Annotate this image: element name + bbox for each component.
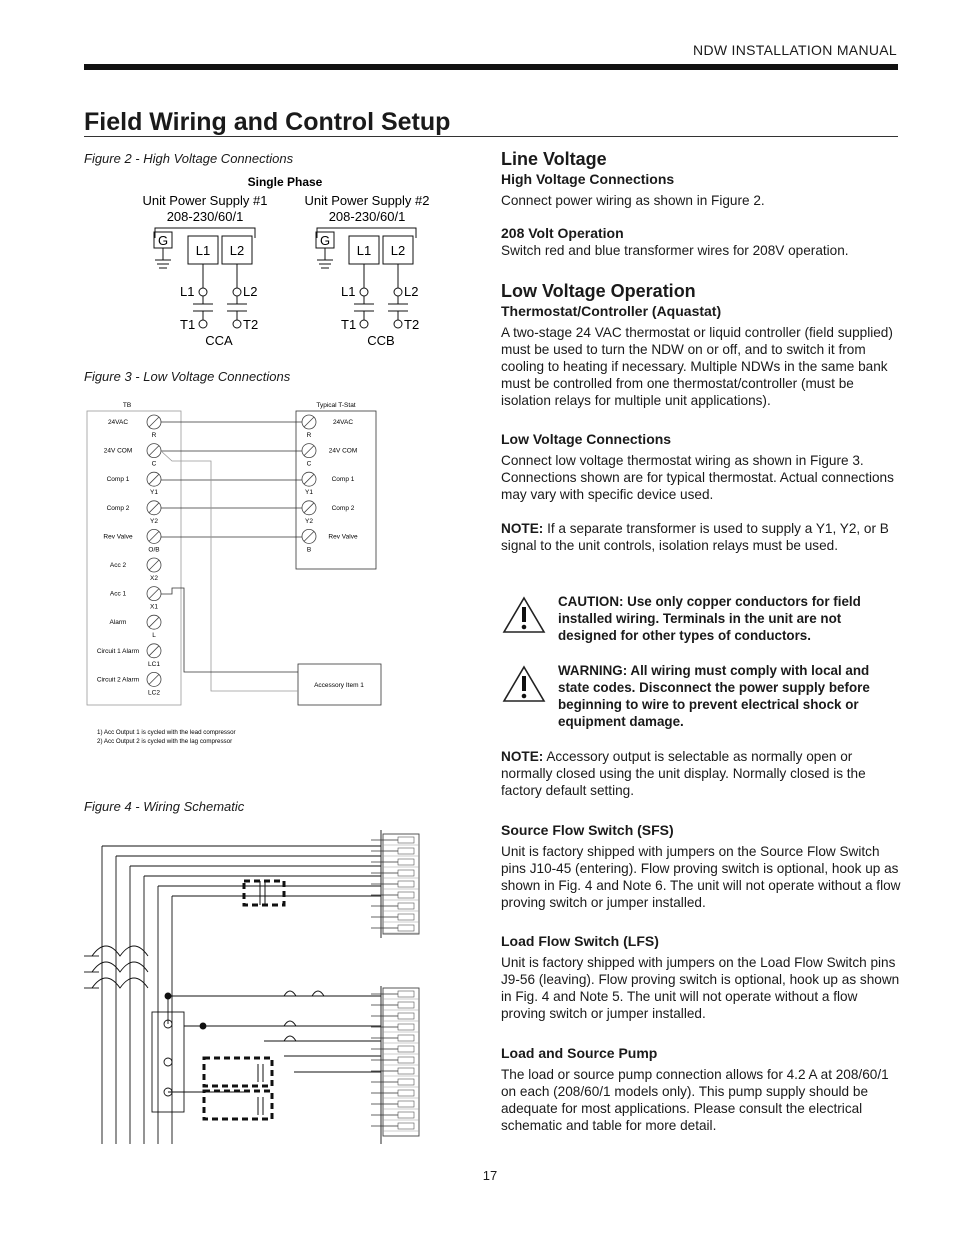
tb-terminal — [104, 444, 161, 468]
tstat-terminal — [302, 444, 357, 468]
pump-heading: Load and Source Pump — [501, 1045, 658, 1061]
cca-l1: L1 — [180, 284, 195, 299]
terminal-row — [371, 881, 419, 889]
screw-slot — [149, 474, 159, 484]
cca-l2: L2 — [243, 284, 258, 299]
pump-section — [501, 1045, 901, 1134]
terminal-row — [371, 1123, 419, 1131]
tb-row-name: Comp 1 — [106, 476, 130, 484]
lfs-section — [501, 933, 901, 1022]
tb-row-name: Acc 2 — [109, 562, 127, 569]
header-rule — [84, 64, 898, 70]
screw-slot — [304, 446, 314, 456]
note2-text: Accessory output is selectable as normally open or normally closed using the unit display. Normally closed is the factory default setting. — [501, 749, 866, 798]
tb-row-name: Rev Valve — [103, 533, 133, 541]
note1-text: If a separate transformer is used to supply a Y1, Y2, or B signal to the unit controls, isolation relays must be used. — [501, 521, 889, 553]
figure2-diagram — [120, 170, 460, 355]
supply1-line2: 208-230/60/1 — [166, 209, 244, 224]
tstat-row-code: R — [306, 432, 312, 439]
terminal-row — [371, 1013, 419, 1021]
ccb-t1: T1 — [341, 317, 357, 332]
line-voltage-heading: Line Voltage — [501, 149, 607, 169]
terminal-row — [371, 914, 419, 922]
caution-text: CAUTION: Use only copper conductors for field installed wiring. Terminals in the unit are not designed for other types of conductors. — [558, 594, 861, 643]
tb-row-code: C — [151, 460, 157, 468]
screw-slot — [149, 646, 159, 656]
terminal-row — [371, 1024, 419, 1032]
title-rule — [84, 136, 898, 137]
lfs-heading: Load Flow Switch (LFS) — [501, 933, 659, 949]
tb-row-code: Y2 — [150, 517, 158, 525]
screw-slot — [149, 617, 159, 627]
supply1-line1: Unit Power Supply #1 — [142, 193, 268, 208]
page-number: 17 — [482, 1168, 498, 1183]
terminal-row — [371, 925, 419, 933]
screw-slot — [304, 503, 314, 513]
figure3-diagram — [84, 398, 384, 750]
thermo-text: A two-stage 24 VAC thermostat or liquid controller (field supplied) must be used to turn the NDW on or off, and to switch it from cooling to heating if necessary. Multiple NDWs in the same bank must be controlled from one thermostat/controller (must be isolation relays for multiple unit applications). — [501, 325, 893, 408]
tb-terminal — [110, 587, 161, 611]
note1-label: NOTE: — [501, 521, 544, 536]
terminal-row — [371, 1112, 419, 1120]
note2 — [501, 748, 901, 799]
terminal-row — [371, 903, 419, 911]
tb-row-name: Circuit 1 Alarm — [96, 647, 140, 655]
tstat-row-code: C — [306, 460, 312, 468]
cca-label: CCA — [205, 333, 233, 348]
screw-slot — [149, 531, 159, 541]
screw-slot — [149, 446, 159, 456]
note1 — [501, 520, 901, 554]
figure2-caption: Figure 2 - High Voltage Connections — [84, 151, 294, 166]
ccb-t2: T2 — [404, 317, 420, 332]
tstat-row-code: B — [306, 546, 312, 554]
tb-terminal — [110, 615, 161, 639]
terminal-row — [371, 1090, 419, 1098]
sfs-text: Unit is factory shipped with jumpers on the Source Flow Switch pins J10-45 (entering). Flow proving switch is optional, hook up as shown in Fig. 4 and Note 6. The unit will not operate without a flow proving switch or jumper installed. — [501, 844, 901, 910]
cca-t2: T2 — [243, 317, 259, 332]
figure4-caption: Figure 4 - Wiring Schematic — [84, 799, 245, 814]
tb-row-code: X2 — [150, 575, 158, 582]
tstat-rows — [302, 415, 358, 553]
tb-row-name: Alarm — [109, 619, 127, 627]
tb-row-code: LC2 — [148, 689, 160, 697]
screw-slot — [149, 674, 159, 684]
tstat-terminal — [302, 472, 355, 496]
lvc-heading: Low Voltage Connections — [501, 431, 672, 447]
supply2-line2: 208-230/60/1 — [328, 209, 406, 224]
tb-row-name: Comp 2 — [106, 504, 130, 512]
supply1-g: G — [157, 233, 169, 248]
line-voltage-section — [501, 151, 901, 259]
hv-text: Connect power wiring as shown in Figure 2. — [501, 193, 765, 208]
tb-box — [87, 411, 181, 705]
ccb-l2: L2 — [404, 284, 419, 299]
fig3-note2: 2) Acc Output 2 is cycled with the lag compressor — [97, 738, 233, 745]
fig3-note1: 1) Acc Output 1 is cycled with the lead compressor — [97, 729, 236, 736]
tb-row-name: 24V COM — [103, 447, 133, 455]
tb-terminal — [108, 415, 161, 439]
tb-terminal — [103, 529, 161, 553]
tstat-terminal — [302, 415, 353, 439]
tb-terminal — [97, 644, 161, 668]
terminal-row — [371, 1046, 419, 1054]
tb-terminal — [110, 558, 161, 582]
tb-row-name: Circuit 2 Alarm — [96, 676, 140, 684]
tstat-row-code: Y1 — [305, 489, 313, 497]
sfs-heading: Source Flow Switch (SFS) — [501, 822, 674, 838]
terminal-row — [371, 1035, 419, 1043]
terminal-row — [371, 837, 419, 845]
warning-text: WARNING: All wiring must comply with local and state codes. Disconnect the power supply before beginning to wire to prevent electrical shock or equipment damage. — [558, 663, 870, 729]
supply2-g: G — [319, 233, 331, 248]
figure3-caption: Figure 3 - Low Voltage Connections — [84, 369, 291, 384]
tb-row-code: Y1 — [150, 489, 158, 497]
tstat-row-name: 24V COM — [328, 447, 358, 455]
terminal-row — [371, 870, 419, 878]
terminal-row — [371, 1002, 419, 1010]
tstat-row-name: Comp 2 — [331, 504, 355, 512]
caution-icon — [502, 596, 546, 634]
screw-slot — [304, 474, 314, 484]
tstat-row-name: Comp 1 — [331, 476, 355, 484]
phase-label: Single Phase — [247, 175, 323, 189]
accessory-label: Accessory Item 1 — [314, 682, 364, 689]
tstat-row-name: Rev Valve — [328, 533, 358, 541]
wires — [161, 422, 302, 691]
supply2-l2: L2 — [390, 243, 406, 258]
v208-text: Switch red and blue transformer wires for 208V operation. — [501, 243, 849, 258]
screw-slot — [149, 560, 159, 570]
tstat-terminal — [302, 501, 355, 525]
terminal-row — [371, 991, 419, 999]
terminal-strips — [371, 837, 419, 1131]
terminal-row — [371, 1101, 419, 1109]
screw-slot — [149, 503, 159, 513]
v208-heading: 208 Volt Operation — [501, 225, 624, 241]
screw-slot — [149, 417, 159, 427]
tb-row-name: 24VAC — [107, 419, 129, 426]
tb-rows — [97, 415, 161, 696]
screw-slot — [304, 417, 314, 427]
pump-text: The load or source pump connection allows for 4.2 A at 208/60/1 on each (208/60/1 models only). This pump supply should be adequate for most applications. Please consult the electrical schematic and table for more detail. — [501, 1067, 889, 1133]
tb-row-code: LC1 — [148, 660, 160, 668]
ccb-l1: L1 — [341, 284, 356, 299]
tstat-terminal — [302, 529, 358, 553]
supply2-l1: L1 — [356, 243, 372, 258]
hv-heading: High Voltage Connections — [501, 171, 675, 187]
tb-terminal — [107, 501, 161, 525]
tb-row-name: Acc 1 — [109, 590, 127, 598]
tb-row-code: X1 — [150, 603, 158, 611]
manual-title: NDW INSTALLATION MANUAL — [693, 42, 897, 58]
tstat-row-code: Y2 — [305, 517, 313, 525]
supply1-l2: L2 — [229, 243, 245, 258]
low-voltage-section — [501, 283, 901, 554]
tb-row-code: O/B — [148, 546, 160, 554]
screw-slot — [304, 531, 314, 541]
ccb-label: CCB — [367, 333, 395, 348]
sfs-section — [501, 822, 901, 911]
tstat-label: Typical T-Stat — [316, 402, 356, 409]
tb-terminal — [97, 672, 161, 696]
terminal-row — [371, 1079, 419, 1087]
supply1-l1: L1 — [195, 243, 211, 258]
note2-label: NOTE: — [501, 749, 544, 764]
lfs-text: Unit is factory shipped with jumpers on the Load Flow Switch pins J9-56 (leaving). Flow proving switch is optional, hook up as shown in Fig. 4 and Note 5. The unit will not operate without a flow proving switch or jumper installed. — [501, 955, 900, 1021]
tb-row-code: L — [152, 632, 156, 640]
tb-terminal — [107, 472, 161, 496]
low-voltage-heading: Low Voltage Operation — [501, 281, 696, 301]
supply2-line1: Unit Power Supply #2 — [304, 193, 430, 208]
figure4-diagram — [84, 826, 484, 1144]
tstat-row-name: 24VAC — [332, 419, 354, 426]
tb-row-code: R — [151, 432, 157, 439]
tb-label: TB — [122, 402, 132, 409]
lvc-text: Connect low voltage thermostat wiring as shown in Figure 3. Connections shown are for typical thermostat. Actual connections may vary with specific device used. — [501, 453, 894, 502]
warning-icon — [502, 665, 546, 703]
screw-slot — [149, 589, 159, 599]
thermo-heading: Thermostat/Controller (Aquastat) — [501, 303, 722, 319]
cca-t1: T1 — [180, 317, 196, 332]
terminal-row — [371, 848, 419, 856]
terminal-row — [371, 1057, 419, 1065]
page-title: Field Wiring and Control Setup — [84, 108, 451, 136]
